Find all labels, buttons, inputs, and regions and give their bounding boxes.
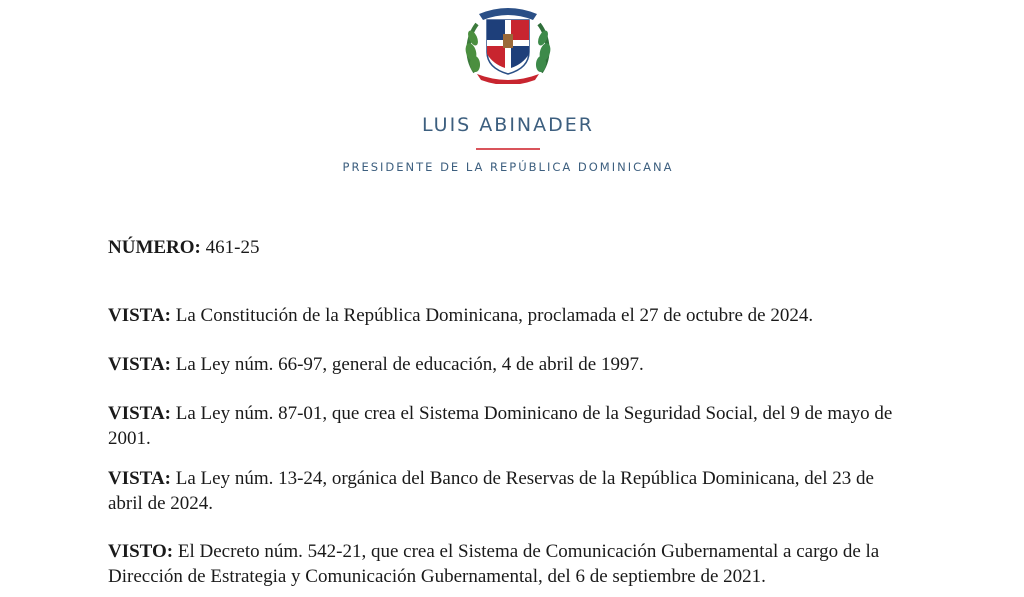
paragraph-text: La Ley núm. 13-24, orgánica del Banco de Reservas de la República Dominicana, del 23 de abril de 2024. — [108, 468, 874, 514]
paragraph-label: VISTA: — [108, 305, 171, 326]
decree-number — [108, 235, 908, 260]
paragraph-label: VISTA: — [108, 468, 171, 489]
paragraph-text: La Ley núm. 87-01, que crea el Sistema Dominicano de la Seguridad Social, del 9 de mayo de 2001. — [108, 403, 893, 449]
coat-of-arms-icon — [463, 2, 553, 84]
paragraph-label: VISTO: — [108, 541, 174, 562]
paragraph-text: El Decreto núm. 542-21, que crea el Sistema de Comunicación Gubernamental a cargo de la Dirección de Estrategia y Comunicación Gubernamental, del 6 de septiembre de 2021. — [108, 541, 880, 587]
paragraph — [108, 401, 908, 451]
paragraph-text: La Constitución de la República Dominicana, proclamada el 27 de octubre de 2024. — [171, 305, 814, 326]
paragraph — [108, 303, 908, 328]
paragraph — [108, 352, 908, 377]
paragraph — [108, 466, 908, 516]
decree-number-value: 461-25 — [200, 237, 260, 258]
name-underline — [476, 148, 540, 150]
paragraph-label: VISTA: — [108, 403, 171, 424]
president-title: PRESIDENTE DE LA REPÚBLICA DOMINICANA — [342, 160, 674, 174]
president-name: LUIS ABINADER — [422, 114, 594, 136]
decree-number-label: NÚMERO: — [108, 237, 201, 258]
paragraph — [108, 539, 908, 589]
paragraph-text: La Ley núm. 66-97, general de educación, 4 de abril de 1997. — [171, 354, 644, 375]
paragraph-label: VISTA: — [108, 354, 171, 375]
